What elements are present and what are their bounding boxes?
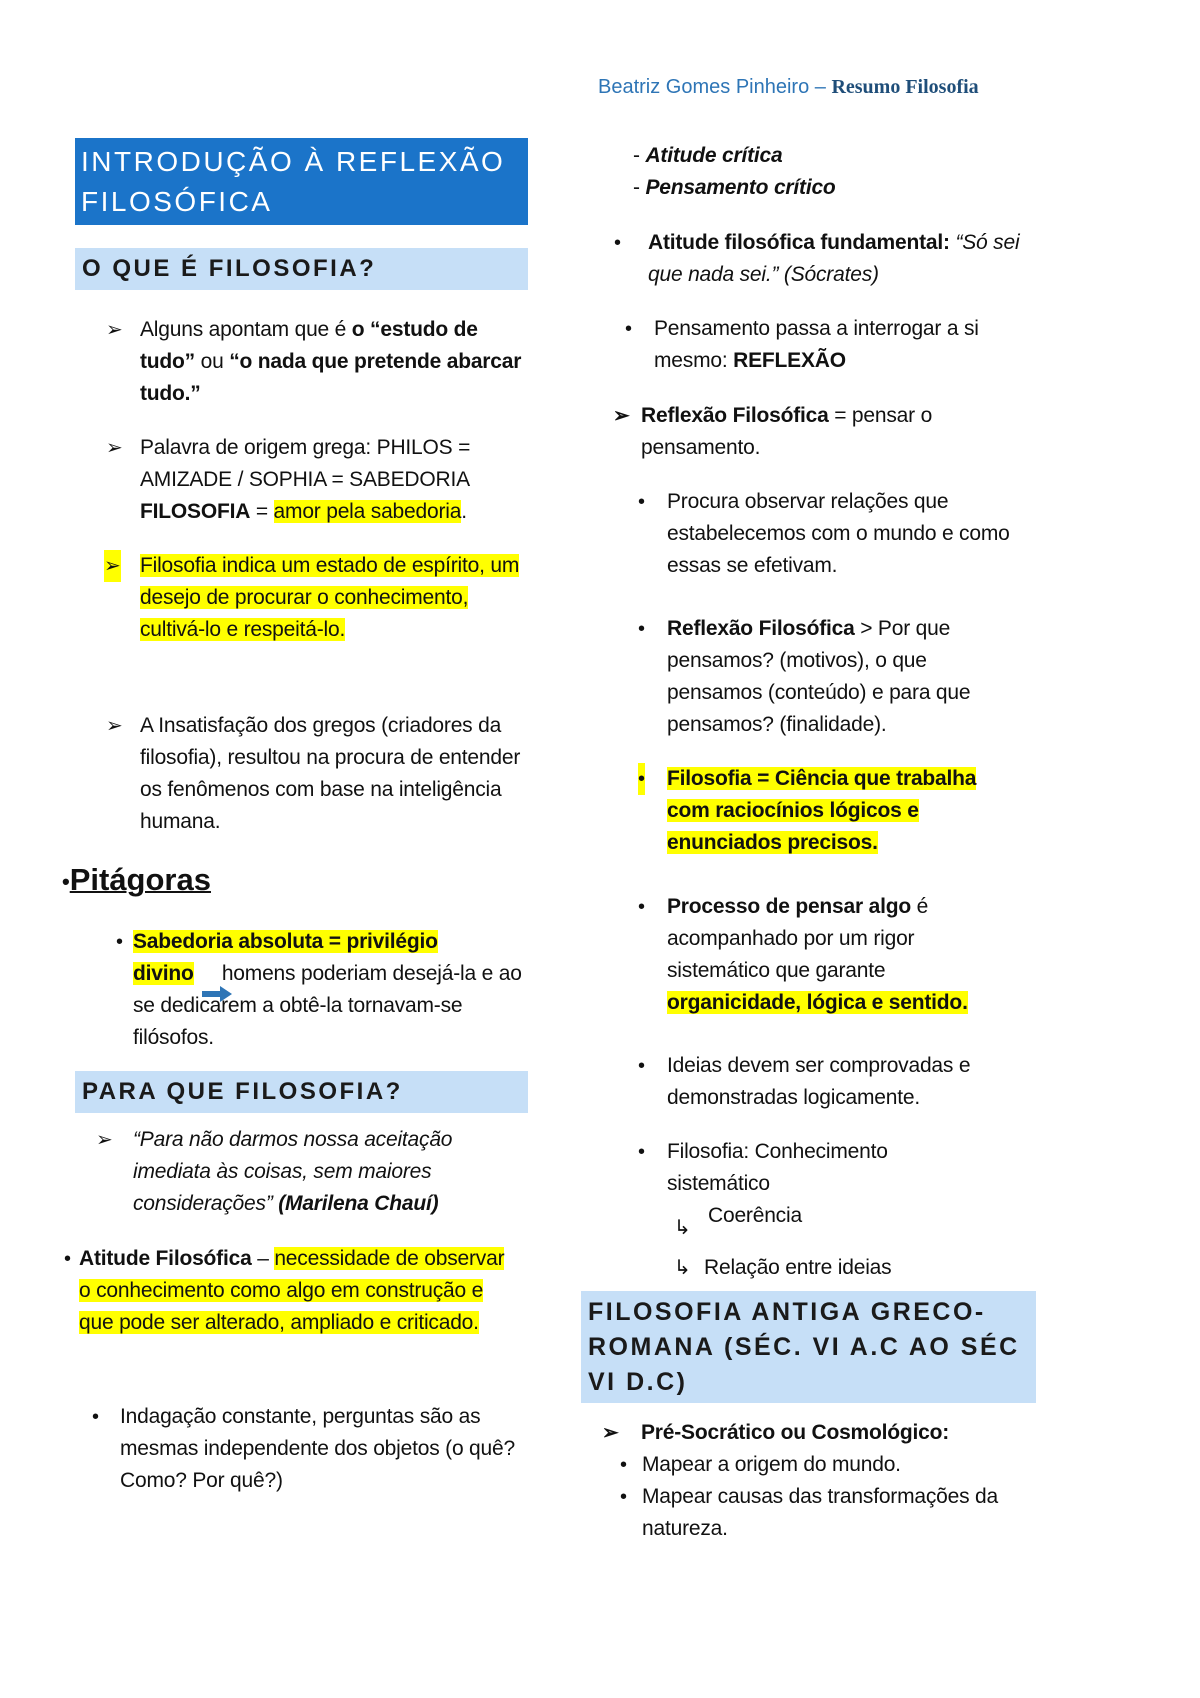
bullet-icon: • [64,1248,72,1270]
highlighted-text: organicidade, lógica e sentido. [667,991,968,1014]
section-heading-filosofia-antiga: FILOSOFIA ANTIGA GRECO-ROMANA (SÉC. VI A.C AO SÉC VI D.C) [581,1291,1036,1403]
bullet-icon: • [116,931,124,953]
section-heading-para-que: PARA QUE FILOSOFIA? [75,1071,528,1113]
highlighted-text: Filosofia indica um estado de espírito, um desejo de procurar o conhecimento, cultivá-lo e respeitá-lo. [140,554,520,641]
highlighted-text: Sabedoria absoluta = privilégio divino [133,930,438,985]
bullet-icon: • [620,1454,628,1476]
bullet-icon: • [638,896,646,918]
bullet-icon: • [638,763,645,795]
text: Palavra de origem grega: PHILOS = AMIZADE / SOPHIA = SABEDORIA [140,436,471,491]
text: é acompanhado por um rigor sistemático que garante [667,895,929,982]
text: homens poderiam desejá-la e ao se dedicarem a obtê-la tornavam-se filósofos. [133,962,522,1049]
text: = [250,500,274,523]
bullet-icon: • [625,318,633,340]
arrow-bullet-icon: ➢ [104,550,121,582]
text: o “estudo de tudo” [140,318,478,373]
header-title: Resumo Filosofia [831,76,979,98]
item-origem-grega [140,432,515,528]
item-reflexao-filosofica [641,400,981,464]
item-pre-socratico [641,1417,949,1449]
arrow-bullet-icon: ➢ [106,319,123,341]
sub-relacao: Relação entre ideias [704,1256,892,1279]
item-origem-mundo: Mapear a origem do mundo. [642,1453,901,1476]
text: Pensamento crítico [645,176,836,199]
text: Processo de pensar algo [667,895,911,918]
quote-text: “Para não darmos nossa aceitação imediata às coisas, sem maiores considerações” [133,1128,453,1215]
dash-atitude-critica: - Atitude crítica [633,144,783,167]
text: . [461,500,467,523]
text: (Sócrates) [778,263,879,286]
title-box [75,138,528,225]
bullet-icon: • [620,1486,628,1508]
text: = pensar o pensamento. [641,404,933,459]
text: REFLEXÃO [733,349,846,372]
item-estudo-de-tudo [140,314,525,410]
item-transformacoes: Mapear causas das transformações da natureza. [642,1485,999,1540]
sub-coerencia: Coerência [708,1204,802,1227]
arrow-bullet-icon: ➢ [602,1422,619,1444]
section-heading-o-que-e: O QUE É FILOSOFIA? [75,248,528,290]
header-separator: – [809,76,832,98]
text: FILOSOFIA [140,500,251,523]
quote-chaui [133,1124,518,1220]
title-line-1: INTRODUÇÃO À REFLEXÃO [81,146,506,177]
bullet-icon: • [92,1406,100,1428]
item-estado-de-espirito [140,550,525,646]
highlighted-text: Filosofia = Ciência que trabalha com raciocínios lógicos e enunciados precisos. [667,767,977,854]
pitagoras-heading [62,862,211,898]
bullet-icon: • [638,618,646,640]
text: Reflexão Filosófica [641,404,829,427]
dash-pensamento-critico: - Pensamento crítico [633,176,836,199]
text: – [251,1247,275,1270]
item-conhecimento-sistematico: Filosofia: Conhecimento sistemático [667,1140,888,1195]
bullet-icon: • [614,232,622,254]
item-ideias: Ideias devem ser comprovadas e demonstradas logicamente. [667,1054,971,1109]
text: Pensamento passa a interrogar a si mesmo: [654,317,979,372]
item-sabedoria-absoluta [133,926,523,1054]
pitagoras-title: Pitágoras [69,862,211,897]
text: Reflexão Filosófica [667,617,855,640]
highlighted-text: necessidade de observar o conhecimento como algo em construção e que pode ser alterado, ampliado e criticado. [79,1247,505,1334]
arrow-bullet-icon: ➢ [106,715,123,737]
bullet-icon: • [638,1141,646,1163]
item-indagacao: Indagação constante, perguntas são as mesmas independente dos objetos (o quê? Como? Por quê?) [120,1405,515,1492]
arrow-bullet-icon: ➢ [96,1129,113,1151]
item-reflexao [654,313,1034,377]
right-arrow-icon [202,986,232,1002]
text: “o nada que pretende abarcar tudo.” [140,350,522,405]
item-ciencia [667,763,1017,859]
item-atitude-filosofica [79,1243,519,1339]
arrow-bullet-icon: ➢ [613,405,630,427]
text: Pré-Socrático ou Cosmológico: [641,1421,950,1444]
bullet-icon: • [62,868,70,894]
item-so-sei [648,227,1033,291]
title-line-2: FILOSÓFICA [81,186,273,217]
hook-arrow-icon: ↳ [674,1217,691,1239]
text: Atitude filosófica fundamental: [648,231,950,254]
header-author: Beatriz Gomes Pinheiro [598,76,810,98]
item-procura-observar: Procura observar relações que estabelecemos com o mundo e como essas se efetivam. [667,490,1010,577]
item-insatisfacao: A Insatisfação dos gregos (criadores da filosofia), resultou na procura de entender os fenômenos com base na inteligência humana. [140,714,521,833]
bullet-icon: • [638,1055,646,1077]
item-processo-pensar [667,891,1012,1019]
text: ou [194,350,230,373]
text: “Só sei que nada sei.” [648,231,1020,286]
arrow-bullet-icon: ➢ [106,437,123,459]
highlighted-text: amor pela sabedoria [273,500,462,523]
text: Atitude Filosófica [79,1247,252,1270]
hook-arrow-icon: ↳ [674,1257,691,1279]
page-header [598,76,979,99]
quote-author: (Marilena Chauí) [272,1192,439,1215]
text: Atitude crítica [645,144,783,167]
text: Alguns apontam que é [140,318,352,341]
bullet-icon: • [638,491,646,513]
item-por-que-pensamos [667,613,1027,741]
text: > Por que pensamos? (motivos), o que pensamos (conteúdo) e para que pensamos? (finalidade). [667,617,971,736]
